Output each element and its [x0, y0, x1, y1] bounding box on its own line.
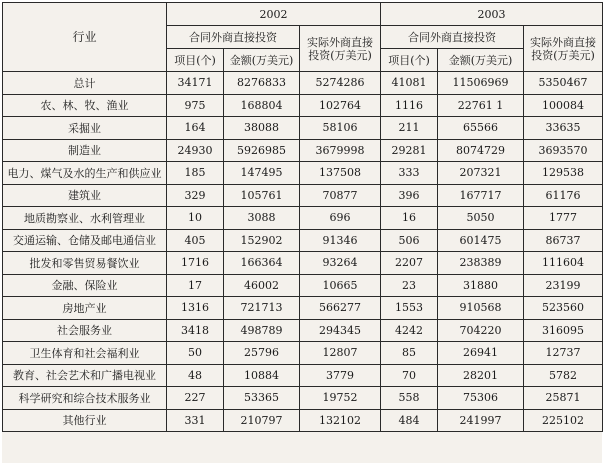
table-row — [3, 252, 603, 275]
header-actual-2003-line1: 实际外商直接 — [530, 35, 597, 49]
projects-2003-cell: 1553 — [381, 297, 438, 320]
industry-name-cell: 制造业 — [3, 139, 167, 162]
projects-2002-cell: 10 — [167, 207, 224, 230]
table-row — [3, 297, 603, 320]
projects-2003-cell: 396 — [381, 184, 438, 207]
amount-2002-cell: 46002 — [224, 274, 300, 297]
projects-2003-cell: 23 — [381, 274, 438, 297]
projects-2002-cell: 48 — [167, 364, 224, 387]
industry-name-cell: 采掘业 — [3, 117, 167, 140]
amount-2003-cell: 75306 — [438, 387, 524, 410]
table-row — [3, 409, 603, 432]
amount-2002-cell: 5926985 — [224, 139, 300, 162]
industry-name-cell: 地质勘察业、水利管理业 — [3, 207, 167, 230]
actual-2003-cell: 25871 — [524, 387, 603, 410]
header-actual-2003-line2: 投资(万美元) — [531, 48, 595, 62]
amount-2003-cell: 207321 — [438, 162, 524, 185]
actual-2002-cell: 10665 — [300, 274, 381, 297]
projects-2002-cell: 405 — [167, 229, 224, 252]
industry-name-cell: 电力、煤气及水的生产和供应业 — [3, 162, 167, 185]
table-row — [3, 94, 603, 117]
amount-2002-cell: 152902 — [224, 229, 300, 252]
table-row — [3, 207, 603, 230]
projects-2002-cell: 227 — [167, 387, 224, 410]
industry-name-cell: 卫生体育和社会福利业 — [3, 342, 167, 365]
amount-2003-cell: 241997 — [438, 409, 524, 432]
header-actual-2003 — [524, 26, 603, 72]
actual-2003-cell: 86737 — [524, 229, 603, 252]
actual-2002-cell: 58106 — [300, 117, 381, 140]
projects-2003-cell: 16 — [381, 207, 438, 230]
actual-2003-cell: 316095 — [524, 319, 603, 342]
amount-2002-cell: 25796 — [224, 342, 300, 365]
amount-2002-cell: 10884 — [224, 364, 300, 387]
table-row — [3, 274, 603, 297]
projects-2002-cell: 1716 — [167, 252, 224, 275]
fdi-table — [2, 2, 603, 432]
amount-2003-cell: 601475 — [438, 229, 524, 252]
header-actual-2002 — [300, 26, 381, 72]
table-row — [3, 184, 603, 207]
industry-name-cell: 社会服务业 — [3, 319, 167, 342]
actual-2002-cell: 12807 — [300, 342, 381, 365]
amount-2003-cell: 238389 — [438, 252, 524, 275]
amount-2002-cell: 210797 — [224, 409, 300, 432]
projects-2003-cell: 4242 — [381, 319, 438, 342]
projects-2003-cell: 85 — [381, 342, 438, 365]
header-amount-2003: 金额(万美元) — [438, 49, 524, 72]
projects-2002-cell: 34171 — [167, 72, 224, 95]
projects-2002-cell: 185 — [167, 162, 224, 185]
actual-2003-cell: 5782 — [524, 364, 603, 387]
projects-2002-cell: 1316 — [167, 297, 224, 320]
projects-2002-cell: 975 — [167, 94, 224, 117]
actual-2002-cell: 5274286 — [300, 72, 381, 95]
projects-2003-cell: 211 — [381, 117, 438, 140]
projects-2002-cell: 329 — [167, 184, 224, 207]
amount-2002-cell: 721713 — [224, 297, 300, 320]
header-actual-2002-line2: 投资(万美元) — [308, 48, 372, 62]
header-contract-2003: 合同外商直接投资 — [381, 26, 524, 49]
industry-name-cell: 批发和零售贸易餐饮业 — [3, 252, 167, 275]
actual-2002-cell: 696 — [300, 207, 381, 230]
actual-2002-cell: 132102 — [300, 409, 381, 432]
amount-2003-cell: 26941 — [438, 342, 524, 365]
actual-2002-cell: 102764 — [300, 94, 381, 117]
amount-2003-cell: 22761 1 — [438, 94, 524, 117]
projects-2003-cell: 41081 — [381, 72, 438, 95]
amount-2002-cell: 8276833 — [224, 72, 300, 95]
table-row — [3, 342, 603, 365]
amount-2002-cell: 168804 — [224, 94, 300, 117]
industry-name-cell: 金融、保险业 — [3, 274, 167, 297]
projects-2002-cell: 3418 — [167, 319, 224, 342]
actual-2003-cell: 12737 — [524, 342, 603, 365]
amount-2003-cell: 910568 — [438, 297, 524, 320]
industry-name-cell: 农、林、牧、渔业 — [3, 94, 167, 117]
actual-2002-cell: 3679998 — [300, 139, 381, 162]
actual-2003-cell: 225102 — [524, 409, 603, 432]
header-year-2002: 2002 — [167, 3, 381, 26]
amount-2002-cell: 53365 — [224, 387, 300, 410]
projects-2002-cell: 17 — [167, 274, 224, 297]
table-row — [3, 162, 603, 185]
table-row — [3, 139, 603, 162]
fdi-by-industry-sheet — [2, 2, 602, 463]
amount-2003-cell: 65566 — [438, 117, 524, 140]
amount-2003-cell: 8074729 — [438, 139, 524, 162]
header-contract-2002: 合同外商直接投资 — [167, 26, 300, 49]
actual-2002-cell: 70877 — [300, 184, 381, 207]
amount-2002-cell: 38088 — [224, 117, 300, 140]
table-row — [3, 319, 603, 342]
industry-name-cell: 科学研究和综合技术服务业 — [3, 387, 167, 410]
projects-2002-cell: 50 — [167, 342, 224, 365]
table-row — [3, 387, 603, 410]
actual-2003-cell: 523560 — [524, 297, 603, 320]
actual-2002-cell: 91346 — [300, 229, 381, 252]
projects-2003-cell: 506 — [381, 229, 438, 252]
header-projects-2002: 项目(个) — [167, 49, 224, 72]
industry-name-cell: 其他行业 — [3, 409, 167, 432]
amount-2003-cell: 28201 — [438, 364, 524, 387]
projects-2003-cell: 558 — [381, 387, 438, 410]
amount-2003-cell: 31880 — [438, 274, 524, 297]
table-row — [3, 364, 603, 387]
header-year-2003: 2003 — [381, 3, 603, 26]
actual-2002-cell: 3779 — [300, 364, 381, 387]
projects-2002-cell: 331 — [167, 409, 224, 432]
actual-2003-cell: 61176 — [524, 184, 603, 207]
projects-2002-cell: 164 — [167, 117, 224, 140]
amount-2002-cell: 105761 — [224, 184, 300, 207]
industry-name-cell: 建筑业 — [3, 184, 167, 207]
amount-2002-cell: 147495 — [224, 162, 300, 185]
actual-2003-cell: 100084 — [524, 94, 603, 117]
industry-name-cell: 房地产业 — [3, 297, 167, 320]
header-amount-2002: 金额(万美元) — [224, 49, 300, 72]
table-row — [3, 117, 603, 140]
projects-2003-cell: 70 — [381, 364, 438, 387]
projects-2003-cell: 1116 — [381, 94, 438, 117]
industry-name-cell: 教育、社会艺术和广播电视业 — [3, 364, 167, 387]
amount-2002-cell: 498789 — [224, 319, 300, 342]
actual-2002-cell: 19752 — [300, 387, 381, 410]
table-header — [3, 3, 603, 72]
amount-2002-cell: 3088 — [224, 207, 300, 230]
actual-2002-cell: 137508 — [300, 162, 381, 185]
actual-2002-cell: 93264 — [300, 252, 381, 275]
projects-2003-cell: 333 — [381, 162, 438, 185]
actual-2003-cell: 3693570 — [524, 139, 603, 162]
projects-2002-cell: 24930 — [167, 139, 224, 162]
actual-2003-cell: 23199 — [524, 274, 603, 297]
actual-2002-cell: 294345 — [300, 319, 381, 342]
amount-2003-cell: 11506969 — [438, 72, 524, 95]
actual-2003-cell: 5350467 — [524, 72, 603, 95]
header-projects-2003: 项目(个) — [381, 49, 438, 72]
actual-2002-cell: 566277 — [300, 297, 381, 320]
projects-2003-cell: 2207 — [381, 252, 438, 275]
amount-2003-cell: 5050 — [438, 207, 524, 230]
industry-name-cell: 总计 — [3, 72, 167, 95]
amount-2003-cell: 704220 — [438, 319, 524, 342]
actual-2003-cell: 129538 — [524, 162, 603, 185]
table-row-total — [3, 72, 603, 95]
industry-name-cell: 交通运输、仓储及邮电通信业 — [3, 229, 167, 252]
projects-2003-cell: 484 — [381, 409, 438, 432]
table-body — [3, 72, 603, 432]
actual-2003-cell: 111604 — [524, 252, 603, 275]
amount-2003-cell: 167717 — [438, 184, 524, 207]
actual-2003-cell: 33635 — [524, 117, 603, 140]
projects-2003-cell: 29281 — [381, 139, 438, 162]
header-actual-2002-line1: 实际外商直接 — [307, 35, 374, 49]
amount-2002-cell: 166364 — [224, 252, 300, 275]
actual-2003-cell: 1777 — [524, 207, 603, 230]
table-row — [3, 229, 603, 252]
header-industry: 行业 — [3, 3, 167, 72]
